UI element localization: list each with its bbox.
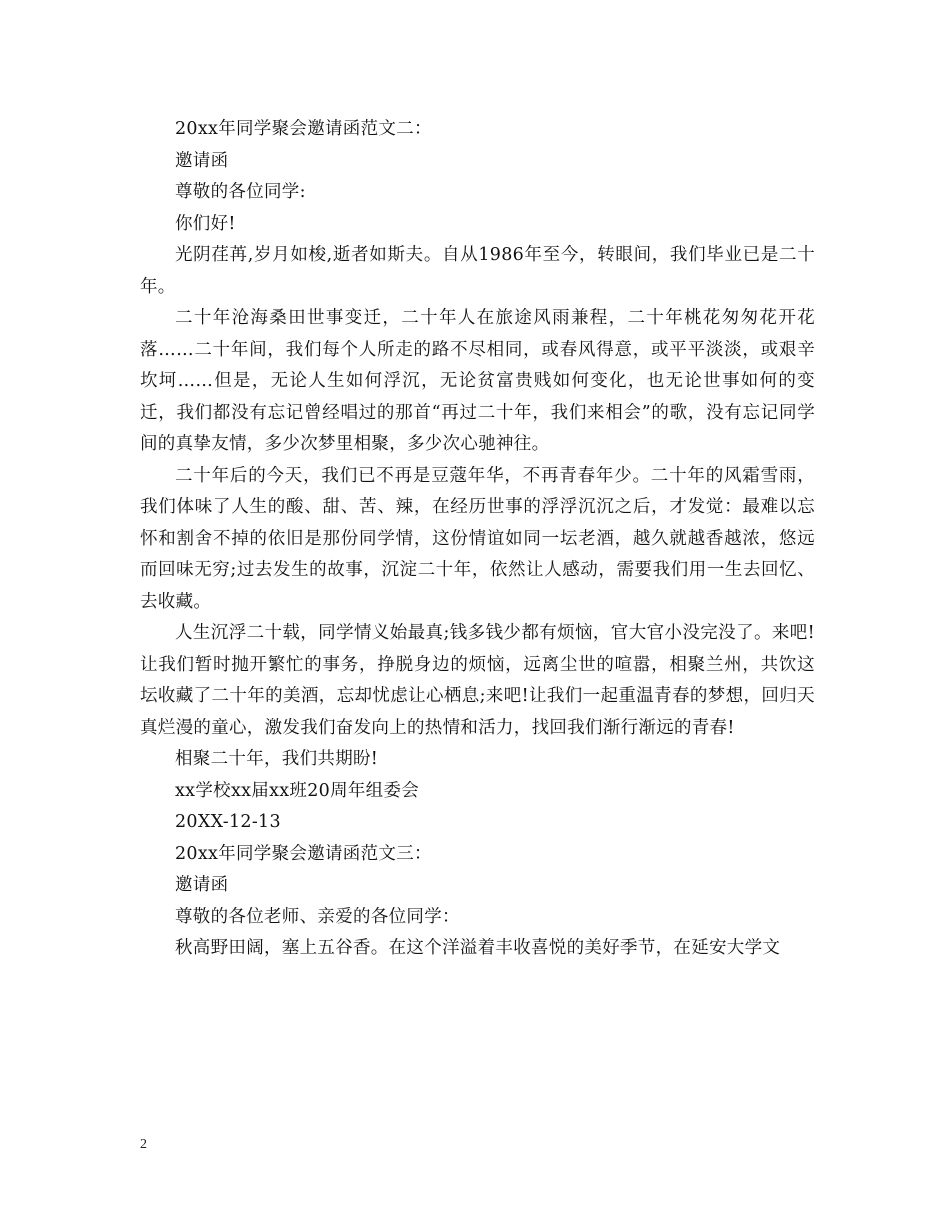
section-heading-two: 20xx年同学聚会邀请函范文二：: [175, 119, 432, 139]
signature-date: 20XX-12-13: [175, 812, 281, 832]
page-number: 2: [140, 1137, 147, 1152]
body-paragraph: 人生沉浮二十载，同学情义始最真;钱多钱少都有烦恼，官大官小没完没了。来吧!让我们暂时抛开繁忙的事务，挣脱身边的烦恼，远离尘世的喧嚣，相聚兰州，共饮这坛收藏了二十年的美酒，忘却忧虑让心栖息;来吧!让我们一起重温青春的梦想，回归天真烂漫的童心，激发我们奋发向上的热情和活力，找回我们渐行渐远的青春!: [140, 623, 815, 738]
closing-line: 相聚二十年，我们共期盼!: [175, 749, 379, 769]
salutation: 尊敬的各位同学:: [175, 182, 306, 202]
body-paragraph: 二十年沧海桑田世事变迁，二十年人在旅途风雨兼程，二十年桃花匆匆花开花落……二十年间，我们每个人所走的路不尽相同，或春风得意，或平平淡淡，或艰辛坎坷……但是，无论人生如何浮沉，无论贫富贵贱如何变化，也无论世事如何的变迁，我们都没有忘记曾经唱过的那首“再过二十年，我们来相会”的歌，没有忘记同学间的真挚友情，多少次梦里相聚，多少次心驰神往。: [140, 308, 815, 454]
document-body: [140, 114, 815, 965]
body-paragraph: 二十年后的今天，我们已不再是豆蔻年华，不再青春年少。二十年的风霜雪雨，我们体味了人生的酸、甜、苦、辣，在经历世事的浮浮沉沉之后，才发觉：最难以忘怀和割舍不掉的依旧是那份同学情，这份情谊如同一坛老酒，越久就越香越浓，悠远而回味无穷;过去发生的故事，沉淀二十年，依然让人感动，需要我们用一生去回忆、去收藏。: [140, 465, 815, 612]
section-heading-three: 20xx年同学聚会邀请函范文三：: [175, 843, 432, 864]
invitation-title: 邀请函: [175, 150, 229, 171]
greeting: 你们好!: [175, 213, 236, 234]
invitation-title: 邀请函: [175, 875, 229, 895]
signature-organizer: xx学校xx届xx班20周年组委会: [175, 780, 420, 801]
salutation: 尊敬的各位老师、亲爱的各位同学：: [175, 906, 460, 927]
body-paragraph: 光阴荏苒,岁月如梭,逝者如斯夫。自从1986年至今，转眼间，我们毕业已是二十年。: [140, 245, 815, 297]
body-paragraph: 秋高野田阔，塞上五谷香。在这个洋溢着丰收喜悦的美好季节，在延安大学文: [175, 938, 781, 958]
